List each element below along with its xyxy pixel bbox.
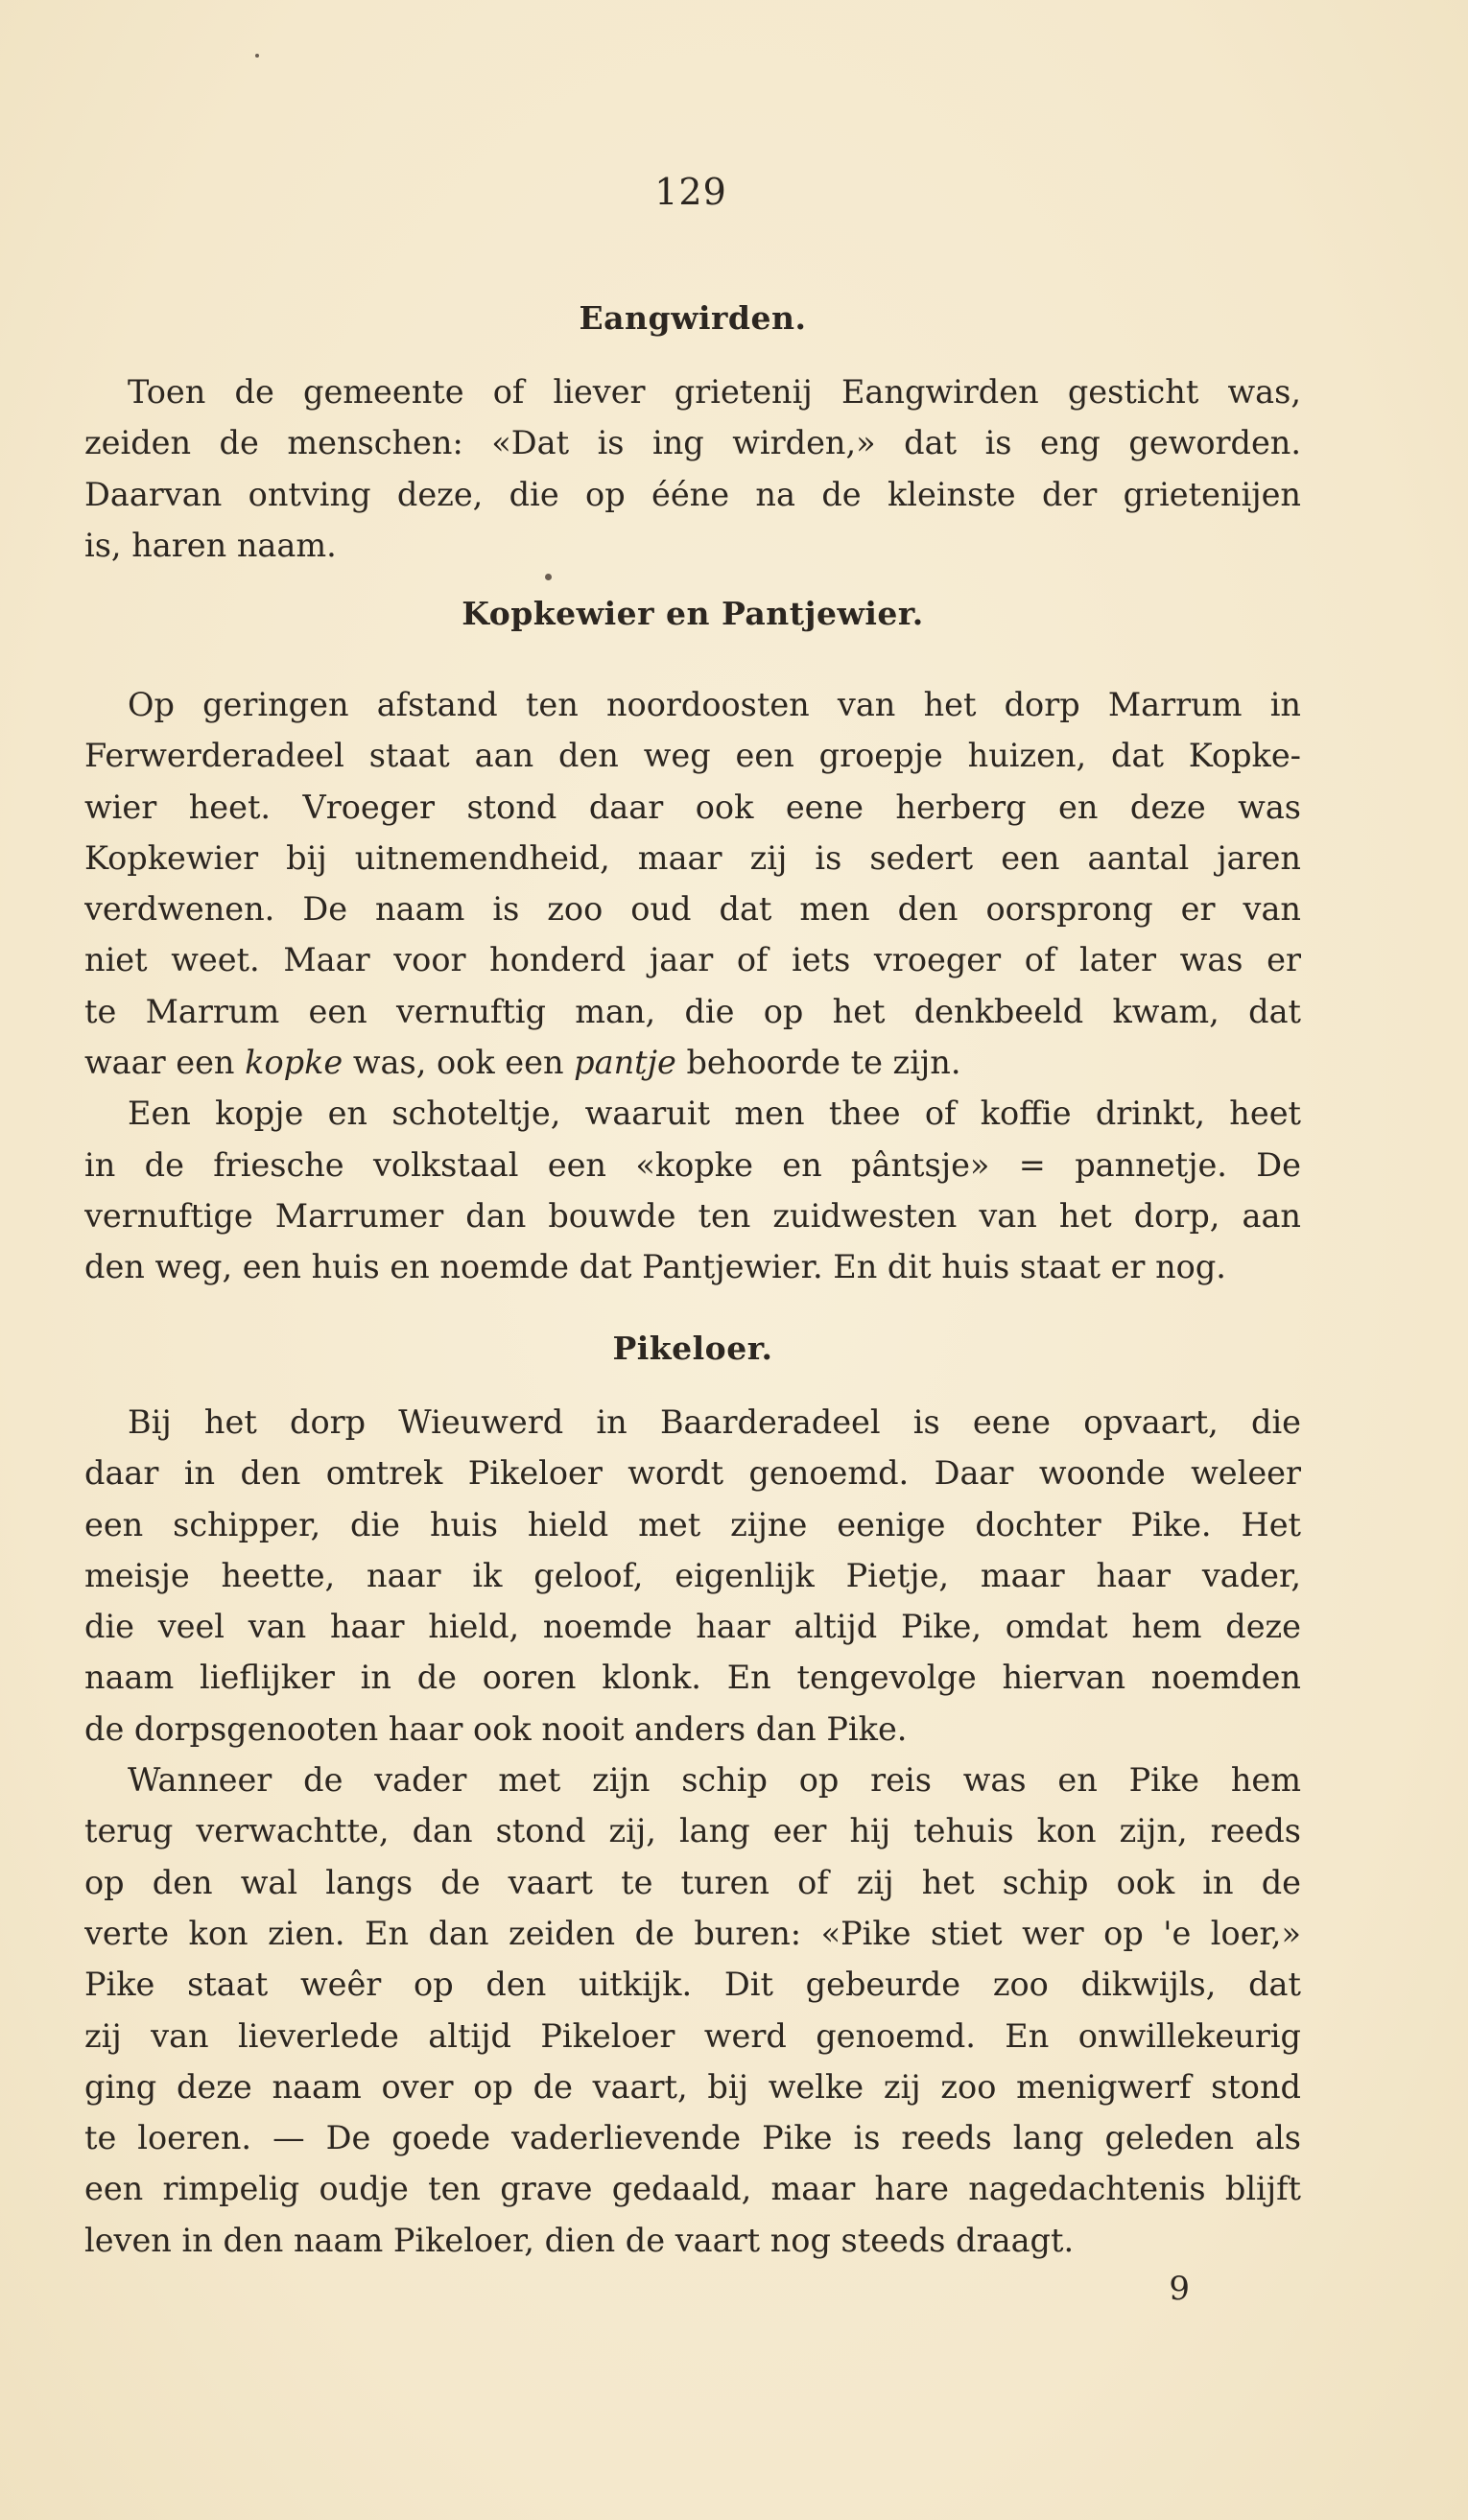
text-line: zeiden de menschen: «Dat is ing wirden,» dat is eng geworden. [84, 424, 1301, 462]
ink-speck [255, 54, 259, 58]
section-heading-pikeloer: Pikeloer. [612, 1330, 773, 1367]
text-run: waar een [84, 1044, 246, 1082]
page-number: 129 [654, 171, 727, 213]
ink-speck [545, 574, 552, 580]
text-line-with-italics [84, 1037, 1301, 1088]
section-body-kopkewier [84, 679, 1301, 1293]
text-line: een schipper, die huis hield met zijne eenige dochter Pike. Het [84, 1505, 1301, 1543]
text-line: meisje heette, naar ik geloof, eigenlijk Pietje, maar haar vader, [84, 1556, 1301, 1594]
text-line: zij van lieverlede altijd Pikeloer werd genoemd. En onwillekeurig [84, 2016, 1301, 2055]
section-body-pikeloer [84, 1397, 1301, 2266]
text-line: Bij het dorp Wieuwerd in Baarderadeel is eene opvaart, die [128, 1403, 1301, 1441]
italic-word-pantje: pantje [574, 1044, 676, 1082]
text-line: in de friesche volkstaal een «kopke en pântsje» = pannetje. De [84, 1145, 1301, 1184]
text-line: Daarvan ontving deze, die op ééne na de kleinste der grietenijen [84, 475, 1301, 513]
text-line: Kopkewier bij uitnemendheid, maar zij is sedert een aantal jaren [84, 838, 1301, 877]
text-line: verte kon zien. En dan zeiden de buren: «Pike stiet wer op 'e loer,» [84, 1914, 1301, 1952]
signature-mark: 9 [1169, 2270, 1190, 2308]
text-line: is, haren naam. [84, 526, 337, 564]
section-heading-kopkewier: Kopkewier en Pantjewier. [462, 595, 924, 632]
text-line: een rimpelig oudje ten grave gedaald, maar hare nagedachtenis blijft [84, 2170, 1301, 2208]
italic-word-kopke: kopke [245, 1044, 343, 1082]
text-line: den weg, een huis en noemde dat Pantjewier. En dit huis staat er nog. [84, 1248, 1226, 1286]
section-heading-eangwirden: Eangwirden. [579, 299, 807, 337]
text-line: daar in den omtrek Pikeloer wordt genoemd. Daar woonde weleer [84, 1454, 1301, 1493]
text-line: de dorpsgenooten haar ook nooit anders dan Pike. [84, 1709, 908, 1748]
text-line: leven in den naam Pikeloer, dien de vaart nog steeds draagt. [84, 2221, 1075, 2259]
text-line: Een kopje en schoteltje, waaruit men thee of koffie drinkt, heet [128, 1095, 1301, 1133]
text-line: naam lieflijker in de ooren klonk. En tengevolge hiervan noemden [84, 1659, 1301, 1697]
text-run: behoorde te zijn. [675, 1044, 961, 1082]
text-line: die veel van haar hield, noemde haar altijd Pike, omdat hem deze [84, 1608, 1301, 1646]
text-line: Toen de gemeente of liever grietenij Eangwirden gesticht was, [128, 373, 1301, 411]
text-line: wier heet. Vroeger stond daar ook eene herberg en deze was [84, 788, 1301, 826]
text-line: Pike staat weêr op den uitkijk. Dit gebeurde zoo dikwijls, dat [84, 1966, 1301, 2004]
text-line: op den wal langs de vaart te turen of zij het schip ook in de [84, 1863, 1301, 1901]
text-line: vernuftige Marrumer dan bouwde ten zuidwesten van het dorp, aan [84, 1196, 1301, 1235]
text-line: terug verwachtte, dan stond zij, lang eer hij tehuis kon zijn, reeds [84, 1812, 1301, 1850]
text-line: te Marrum een vernuftig man, die op het denkbeeld kwam, dat [84, 992, 1301, 1030]
text-line: te loeren. — De goede vaderlievende Pike is reeds lang geleden als [84, 2119, 1301, 2157]
text-line: Ferwerderadeel staat aan den weg een groepje huizen, dat Kopke- [84, 737, 1301, 775]
text-line: verdwenen. De naam is zoo oud dat men den oorsprong er van [84, 890, 1301, 929]
text-run: was, ook een [343, 1044, 575, 1082]
text-line: niet weet. Maar voor honderd jaar of iets vroeger of later was er [84, 941, 1301, 979]
text-line: Wanneer de vader met zijn schip op reis was en Pike hem [128, 1761, 1301, 1800]
section-body-eangwirden [84, 366, 1301, 571]
text-line: Op geringen afstand ten noordoosten van het dorp Marrum in [128, 686, 1301, 723]
text-line: ging deze naam over op de vaart, bij welke zij zoo menigwerf stond [84, 2067, 1301, 2106]
